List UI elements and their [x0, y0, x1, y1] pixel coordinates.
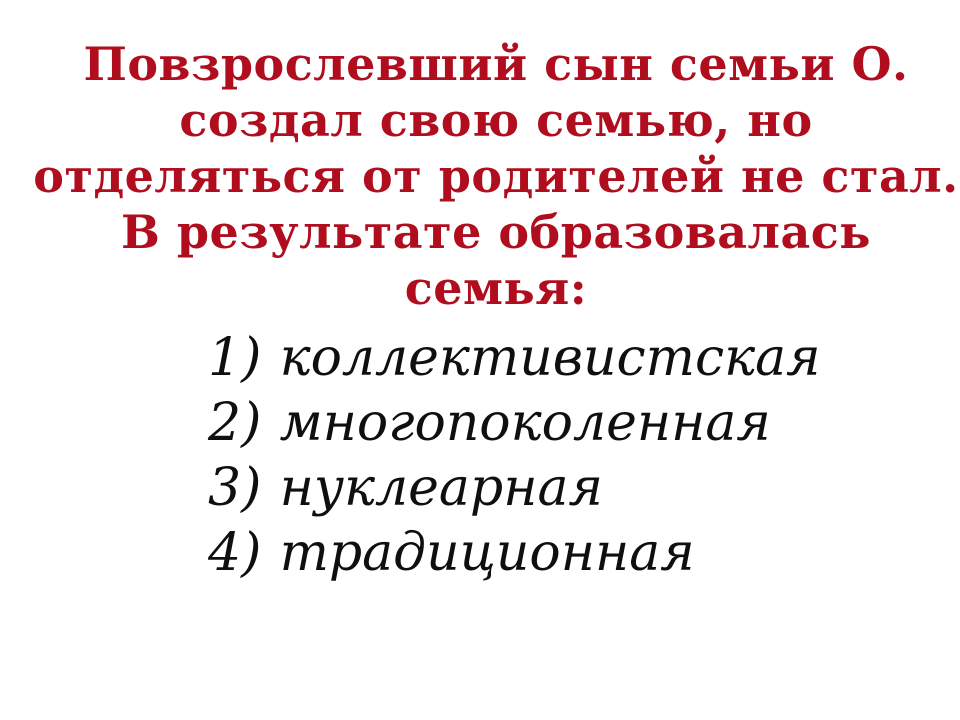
option-3-marker: 3)	[208, 458, 262, 518]
option-3-text: нуклеарная	[279, 458, 603, 518]
option-2-marker: 2)	[208, 393, 262, 453]
title-line-1: Повзрослевший сын семьи О.	[83, 37, 909, 91]
option-4-text: традиционная	[279, 523, 695, 583]
answer-options-list	[208, 326, 821, 586]
list-item-2	[208, 391, 821, 456]
title-line-3: отделяться от родителей не стал.	[33, 149, 959, 203]
title-line-5: семья:	[404, 261, 588, 315]
list-item-1	[208, 326, 821, 391]
option-2-text: многопоколенная	[279, 393, 771, 453]
list-item-3	[208, 456, 821, 521]
option-1-text: коллективистская	[279, 328, 821, 388]
list-item-4	[208, 521, 821, 586]
option-4-marker: 4)	[208, 523, 262, 583]
slide-title	[32, 36, 960, 316]
title-line-2: создал свою семью, но	[179, 93, 813, 147]
title-line-4: В результате образовалась	[121, 205, 871, 259]
option-1-marker: 1)	[208, 328, 262, 388]
